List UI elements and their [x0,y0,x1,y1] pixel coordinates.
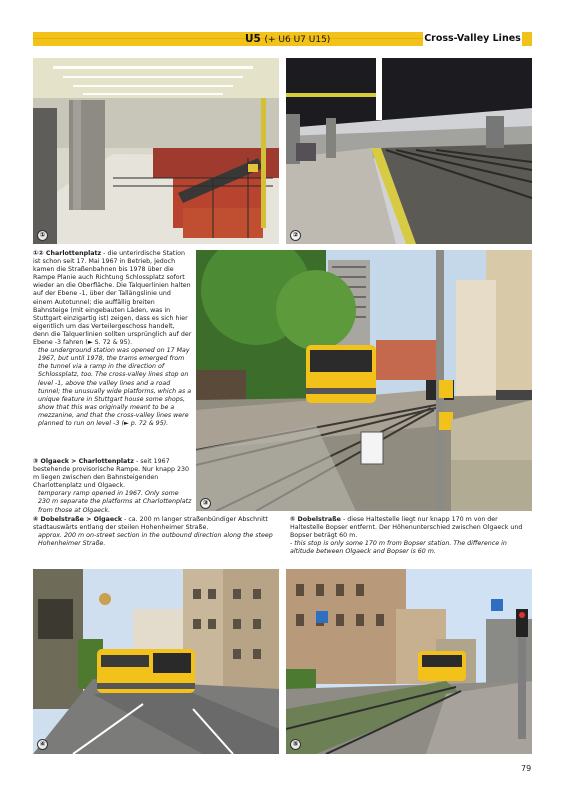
photo-marker-3: ③ [200,498,211,509]
body-en-charlottenplatz: the underground station was opened on 17 May 1967, but until 1978, the trams emerged from the tunnel via a ramp in the direction of Schlossplatz, too. The cross-valley lines stop on level -1, above the valley lines and a road tunnel; the unusually wide platforms, which as a unique feature in Stuttgart house some shops, show that this was originally meant to be a mezzanine, and that the cross-valley lines were planned to run on level -3 (► p. 72 & 95). [38,347,192,427]
photo-marker-2: ② [290,230,301,241]
marker-5: ⑤ [290,516,298,523]
photo-marker-1: ① [37,230,48,241]
body-de-dobel: - diese Haltestelle liegt nur knapp 170 m von der Haltestelle Bopser entfernt. Der Höhenunterschied zwischen Olgaeck und Bopser beträgt 60 m. [290,516,523,540]
body-de-charlottenplatz: - die unterirdische Station ist schon seit 17. Mai 1967 in Betrieb, jedoch kamen die Straßenbahnen bis 1978 über die Rampe Planie auch Richtung Schlossplatz sofort wieder an die Oberfläche. Die Talquerlinien halten auf der Ebene -1, über der Tallängslinie und einem Autotunnel; die auffällig breiten Bahnsteige (mit eingebauten Läden, was in Stuttgart einzigartig ist) zeigen, dass es sich hier eigentlich um das Verteilergeschoss handelt, denn die Talquerlinien sollten ursprünglich auf der Ebene -3 fahren (► S. 72 & 95). [33,250,192,347]
page-number: 79 [521,764,532,773]
heading-dobelstrasse-olgaeck: Dobelstraße > Olgaeck [40,516,123,523]
route-extra-lines: (+ U6 U7 U15) [264,35,331,45]
photo-marker-5: ⑤ [290,739,301,750]
photo-dobelstrasse-stop [286,569,532,754]
photo-station-platform [286,58,532,244]
text-charlottenplatz [33,250,192,428]
text-dobelstrasse-olgaeck [33,516,279,548]
body-de-olgaeck: - seit 1967 bestehende provisorische Rampe. Nur knapp 230 m liegen zwischen den Bahnsteigenden Charlottenplatz und Olgaeck. [33,458,189,490]
photo-street-tram [33,569,279,754]
heading-olgaeck-charlottenplatz: Olgaeck > Charlottenplatz [40,458,134,465]
header-rule [33,38,423,39]
text-olgaeck-charlottenplatz [33,458,192,515]
marker-3: ③ [33,458,41,465]
photo-tunnel-ramp [196,250,532,511]
body-en-olgaeck: temporary ramp opened in 1967. Only some 230 m separate the platforms at Charlottenplatz from those at Olgaeck. [38,490,192,514]
photo-marker-4: ④ [37,739,48,750]
section-title: Cross-Valley Lines [424,33,521,44]
heading-charlottenplatz: Charlottenplatz [45,250,102,257]
text-dobel-olga-de [33,516,279,532]
heading-dobelstrasse: Dobelstraße [297,516,341,523]
text-dobelstrasse [290,516,532,556]
text-charlottenplatz-de [33,250,192,347]
marker-1-2: ①② [33,250,46,257]
marker-4: ④ [33,516,41,523]
text-olgaeck-de [33,458,192,490]
page-header-bar [33,32,532,46]
text-dobel-de [290,516,532,540]
route-number: U5 [245,33,261,45]
body-en-dobel: - this stop is only some 170 m from Bopser station. The difference in altitude between Olgaeck and Bopser is 60 m. [290,540,507,556]
body-en-dobel-olga: approx. 200 m on-street section in the outbound direction along the steep Hohenheimer Straße. [38,532,273,548]
photo-station-interior [33,58,279,244]
body-de-dobel-olga: - ca. 200 m langer straßenbündiger Abschnitt stadtauswärts entlang der steilen Hohenheimer Straße. [33,516,268,532]
route-title [245,32,330,47]
